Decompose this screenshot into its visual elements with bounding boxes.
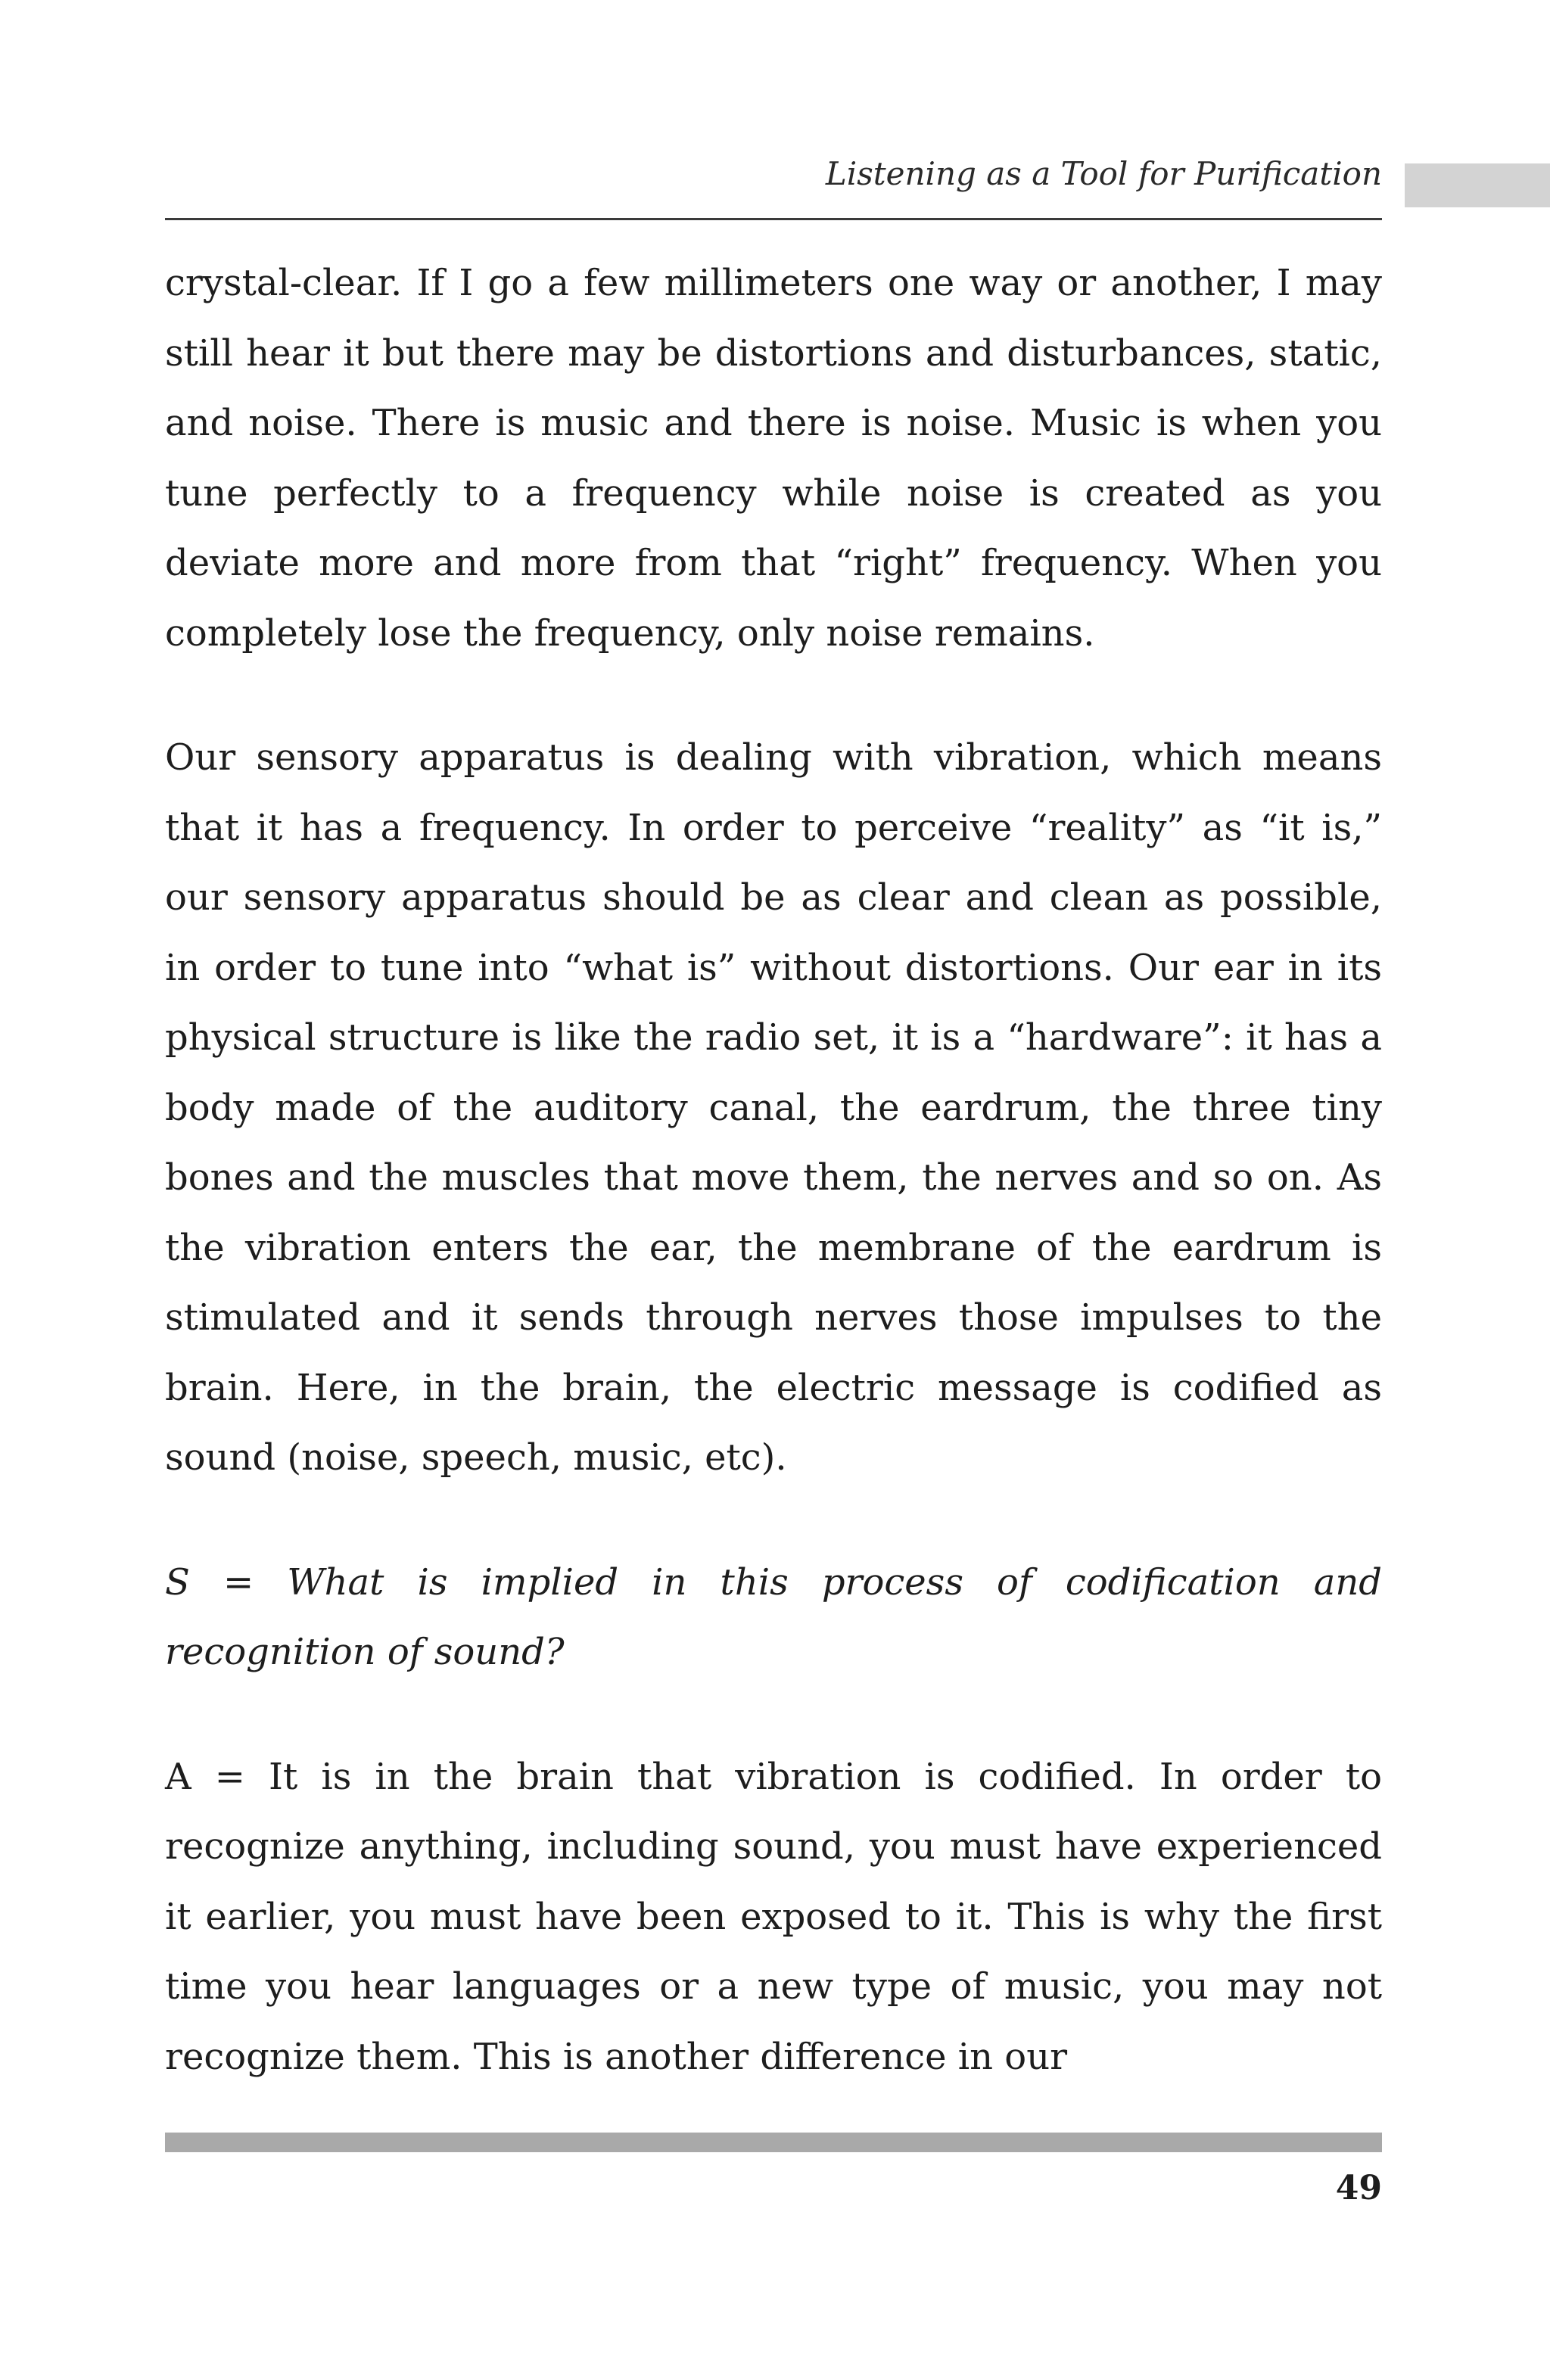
body-text <box>165 248 1382 2092</box>
paragraph-sensory-apparatus: Our sensory apparatus is dealing with vibration, which means that it has a frequency. In order to perceive “reality” as “it is,” our sensory apparatus should be as clear and clean as possible, in order to tune into “what is” without distortions. Our ear in its physical structure is like the radio set, it is a “hardware”: it has a body made of the auditory canal, the eardrum, the three tiny bones and the muscles that move them, the nerves and so on. As the vibration enters the ear, the membrane of the eardrum is stimulated and it sends through nerves those impulses to the brain. Here, in the brain, the electric message is codified as sound (noise, speech, music, etc). <box>165 736 1382 1479</box>
footer-rule <box>165 2133 1382 2152</box>
running-head: Listening as a Tool for Purification <box>825 155 1382 192</box>
question-paragraph: S = What is implied in this process of codification and recognition of sound? <box>165 1560 1382 1673</box>
header-rule <box>165 218 1382 220</box>
paragraph-continuation: crystal-clear. If I go a few millimeters one way or another, I may still hear it but there may be distortions and disturbances, static, and noise. There is music and there is noise. Music is when you tune perfectly to a frequency while noise is created as you deviate more and more from that “right” frequency. When you completely lose the frequency, only noise remains. <box>165 262 1382 655</box>
answer-paragraph: A = It is in the brain that vibration is codified. In order to recognize anything, including sound, you must have experienced it earlier, you must have been exposed to it. This is why the first time you hear languages or a new type of music, you may not recognize them. This is another difference in our <box>165 1755 1382 2078</box>
page-number: 49 <box>1335 2169 1382 2207</box>
chapter-tab-marker <box>1405 163 1550 207</box>
